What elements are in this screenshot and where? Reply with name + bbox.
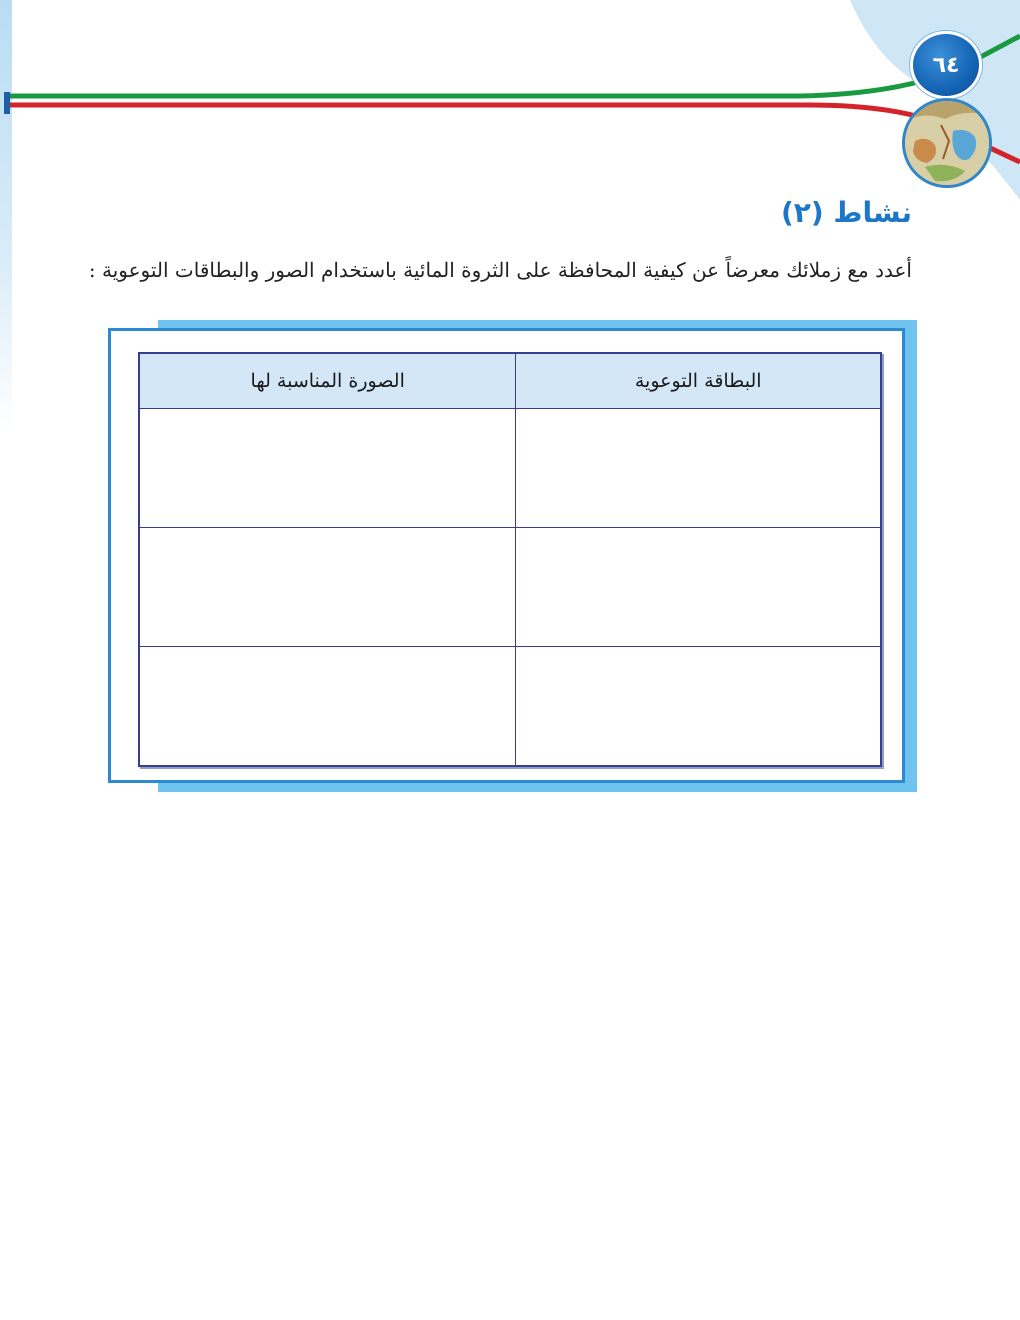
header-matching-image: الصورة المناسبة لها [139, 353, 516, 409]
red-stripe [10, 105, 1020, 162]
table-row [139, 409, 881, 528]
matching-image-cell[interactable] [139, 409, 516, 528]
awareness-card-cell[interactable] [516, 647, 881, 767]
map-illustration [905, 101, 989, 185]
activity-instruction: أعدد مع زملائك معرضاً عن كيفية المحافظة على الثروة المائية باستخدام الصور والبطاقات التوعوية : [88, 258, 912, 282]
awareness-card-cell[interactable] [516, 528, 881, 647]
awareness-card-cell[interactable] [516, 409, 881, 528]
header-decoration [0, 0, 1020, 200]
left-edge-marker [4, 92, 10, 114]
matching-image-cell[interactable] [139, 528, 516, 647]
header-awareness-card: البطاقة التوعوية [516, 353, 881, 409]
green-stripe [10, 36, 1020, 96]
activity-title: نشاط (٢) [780, 196, 912, 229]
activity-table [138, 352, 882, 767]
table-header-row [139, 353, 881, 409]
map-icon [902, 98, 992, 188]
matching-image-cell[interactable] [139, 647, 516, 767]
page-number-badge [910, 31, 982, 99]
page-number-text: ٦٤ [932, 52, 960, 78]
table-row [139, 647, 881, 767]
table-row [139, 528, 881, 647]
